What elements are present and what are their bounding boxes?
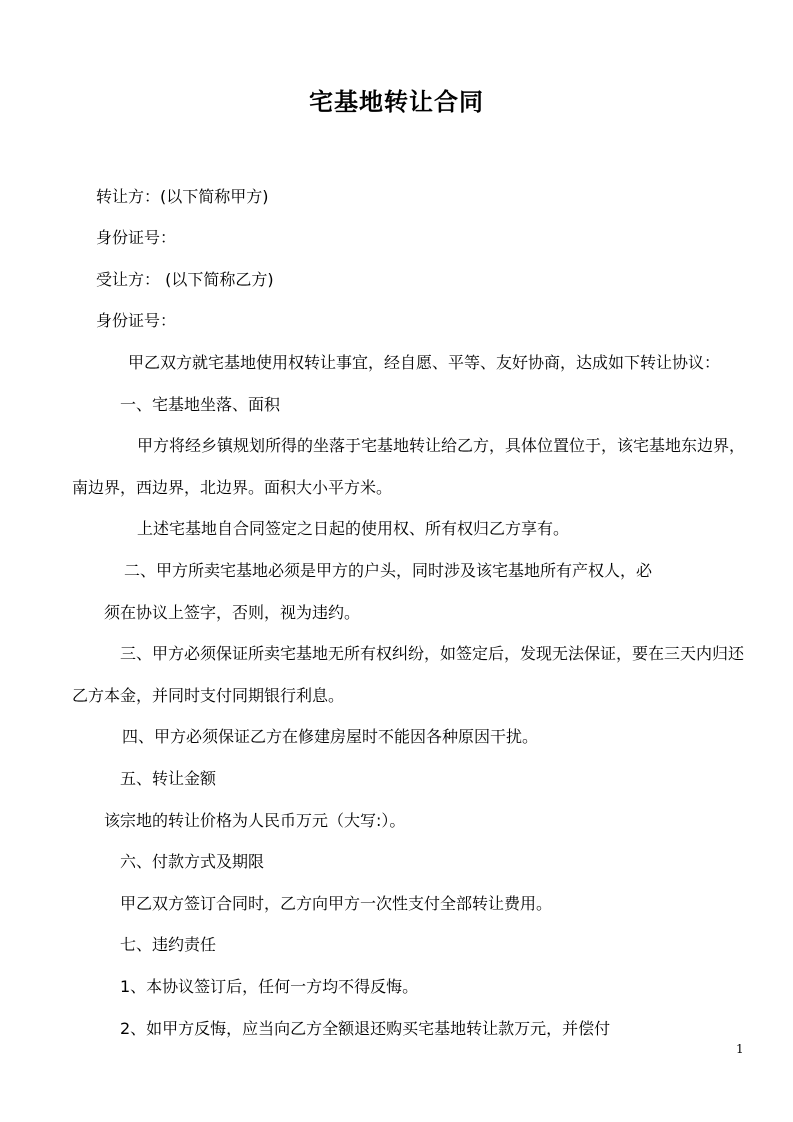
section-1-paragraph-line-2: 南边界，西边界，北边界。面积大小平方米。 (72, 478, 393, 497)
section-1-heading: 一、宅基地坐落、面积 (120, 395, 281, 414)
section-3-line-2: 乙方本金，并同时支付同期银行利息。 (72, 686, 345, 705)
preamble-paragraph: 甲乙双方就宅基地使用权转让事宜，经自愿、平等、友好协商，达成如下转让协议： (128, 353, 721, 372)
section-6-paragraph: 甲乙双方签订合同时，乙方向甲方一次性支付全部转让费用。 (120, 894, 553, 913)
transferor-line: 转让方：(以下简称甲方) (96, 187, 269, 206)
section-2-line-1: 二、甲方所卖宅基地必须是甲方的户头，同时涉及该宅基地所有产权人，必 (124, 561, 653, 580)
transferee-id-line: 身份证号： (96, 311, 177, 330)
section-3-line-1: 三、甲方必须保证所卖宅基地无所有权纠纷，如签定后，发现无法保证，要在三天内归还 (120, 644, 745, 663)
section-4-line: 四、甲方必须保证乙方在修建房屋时不能因各种原因干扰。 (122, 727, 539, 746)
section-5-heading: 五、转让金额 (120, 769, 217, 788)
section-2-line-2: 须在协议上签字，否则，视为违约。 (104, 603, 361, 622)
transferor-id-line: 身份证号： (96, 228, 177, 247)
section-7-heading: 七、违约责任 (120, 935, 217, 954)
page-number: 1 (736, 1042, 744, 1056)
section-5-paragraph: 该宗地的转让价格为人民币万元（大写:）。 (104, 811, 406, 830)
transferee-line: 受让方： (以下简称乙方) (96, 270, 274, 289)
section-1-rights-paragraph: 上述宅基地自合同签定之日起的使用权、所有权归乙方享有。 (137, 519, 570, 538)
section-7-item-2: 2、如甲方反悔，应当向乙方全额退还购买宅基地转让款万元，并偿付 (120, 1019, 611, 1038)
section-6-heading: 六、付款方式及期限 (120, 852, 265, 871)
section-1-paragraph-line-1: 甲方将经乡镇规划所得的坐落于宅基地转让给乙方，具体位置位于，该宅基地东边界， (137, 436, 746, 455)
section-7-item-1: 1、本协议签订后，任何一方均不得反悔。 (120, 977, 419, 996)
document-title: 宅基地转让合同 (309, 88, 484, 116)
